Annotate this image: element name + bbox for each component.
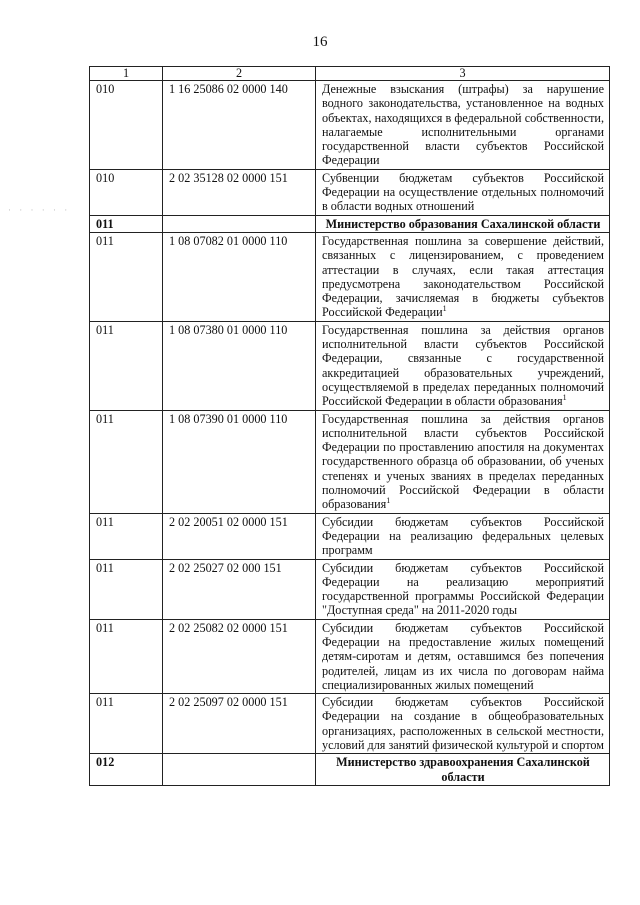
description-text: Субсидии бюджетам субъектов Российской Федерации на предоставление жилых помещений детям-сиротам и детям, оставшимся без попечения родителей, лицам из их числа по договорам найма специализированных жилых помещений <box>322 620 604 692</box>
admin-code-cell: 010 <box>90 169 163 215</box>
admin-code-cell: 011 <box>90 215 163 232</box>
description-text: Субсидии бюджетам субъектов Российской Федерации на реализацию федеральных целевых программ <box>322 514 604 558</box>
description-text: Денежные взыскания (штрафы) за нарушение водного законодательства, установленное на водных объектах, находящихся в федеральной собственности, налагаемые исполнительными органами государственной власти субъектов Российской Федерации <box>322 82 604 168</box>
budget-codes-table <box>89 66 610 786</box>
budget-code-cell: 1 16 25086 02 0000 140 <box>163 81 316 170</box>
table-row <box>90 513 610 559</box>
budget-code-cell: 2 02 25097 02 0000 151 <box>163 694 316 754</box>
description-text: Субсидии бюджетам субъектов Российской Федерации на создание в общеобразовательных организациях, расположенных в сельской местности, условий для занятий физической культурой и спортом <box>322 695 604 753</box>
admin-code-cell: 012 <box>90 754 163 786</box>
description-cell <box>316 754 610 786</box>
description-cell <box>316 232 610 321</box>
scan-artifact: · · · · · · <box>8 205 71 215</box>
budget-code-cell: 2 02 25082 02 0000 151 <box>163 619 316 693</box>
page-number: 16 <box>312 34 328 50</box>
description-text: Министерство здравоохранения Сахалинской области <box>336 755 590 784</box>
description-cell <box>316 559 610 619</box>
description-cell <box>316 619 610 693</box>
description-cell <box>316 513 610 559</box>
table-row <box>90 559 610 619</box>
ministry-row <box>90 754 610 786</box>
description-cell <box>316 169 610 215</box>
admin-code-cell: 011 <box>90 694 163 754</box>
table-header-row <box>90 67 610 81</box>
budget-code-cell: 2 02 25027 02 000 151 <box>163 559 316 619</box>
budget-code-cell: 2 02 35128 02 0000 151 <box>163 169 316 215</box>
footnote-marker: 1 <box>562 393 567 403</box>
budget-code-cell: 2 02 20051 02 0000 151 <box>163 513 316 559</box>
description-text: Министерство образования Сахалинской области <box>325 216 601 231</box>
table-row <box>90 694 610 754</box>
table-row <box>90 410 610 513</box>
description-text: Субсидии бюджетам субъектов Российской Федерации на реализацию мероприятий государственной программы Российской Федерации "Доступная среда" на 2011-2020 годы <box>322 560 604 618</box>
admin-code-cell: 011 <box>90 321 163 410</box>
description-text: Государственная пошлина за действия органов исполнительной власти субъектов Российской Федерации, связанные с государственной аккредитацией образовательных учреждений, осуществляемой в пределах переданных полномочий Российской Федерации в области образования <box>322 322 604 409</box>
budget-code-cell <box>163 215 316 232</box>
description-cell <box>316 694 610 754</box>
admin-code-cell: 010 <box>90 81 163 170</box>
description-cell <box>316 410 610 513</box>
footnote-marker: 1 <box>442 304 447 314</box>
table-row <box>90 321 610 410</box>
table-row <box>90 169 610 215</box>
budget-code-cell <box>163 754 316 786</box>
column-header: 3 <box>316 67 610 81</box>
budget-code-cell: 1 08 07082 01 0000 110 <box>163 232 316 321</box>
budget-code-cell: 1 08 07380 01 0000 110 <box>163 321 316 410</box>
description-cell <box>316 321 610 410</box>
description-cell <box>316 215 610 232</box>
admin-code-cell: 011 <box>90 619 163 693</box>
admin-code-cell: 011 <box>90 559 163 619</box>
footnote-marker: 1 <box>386 496 391 506</box>
budget-code-cell: 1 08 07390 01 0000 110 <box>163 410 316 513</box>
description-text: Государственная пошлина за действия органов исполнительной власти субъектов Российской Федерации по проставлению апостиля на документах государственного образца об образовании, об ученых степенях и ученых званиях в пределах переданных полномочий Российской Федерации в области образования <box>322 411 604 512</box>
table-row <box>90 619 610 693</box>
admin-code-cell: 011 <box>90 513 163 559</box>
table-row <box>90 232 610 321</box>
description-text: Государственная пошлина за совершение действий, связанных с лицензированием, с проведением аттестации в случаях, если такая аттестация предусмотрена законодательством Российской Федерации, зачисляемая в бюджеты субъектов Российской Федерации <box>322 233 604 320</box>
table-row <box>90 81 610 170</box>
description-text: Субвенции бюджетам субъектов Российской Федерации на осуществление отдельных полномочий в области водных отношений <box>322 170 604 214</box>
admin-code-cell: 011 <box>90 410 163 513</box>
admin-code-cell: 011 <box>90 232 163 321</box>
column-header: 1 <box>90 67 163 81</box>
description-cell <box>316 81 610 170</box>
ministry-row <box>90 215 610 232</box>
column-header: 2 <box>163 67 316 81</box>
